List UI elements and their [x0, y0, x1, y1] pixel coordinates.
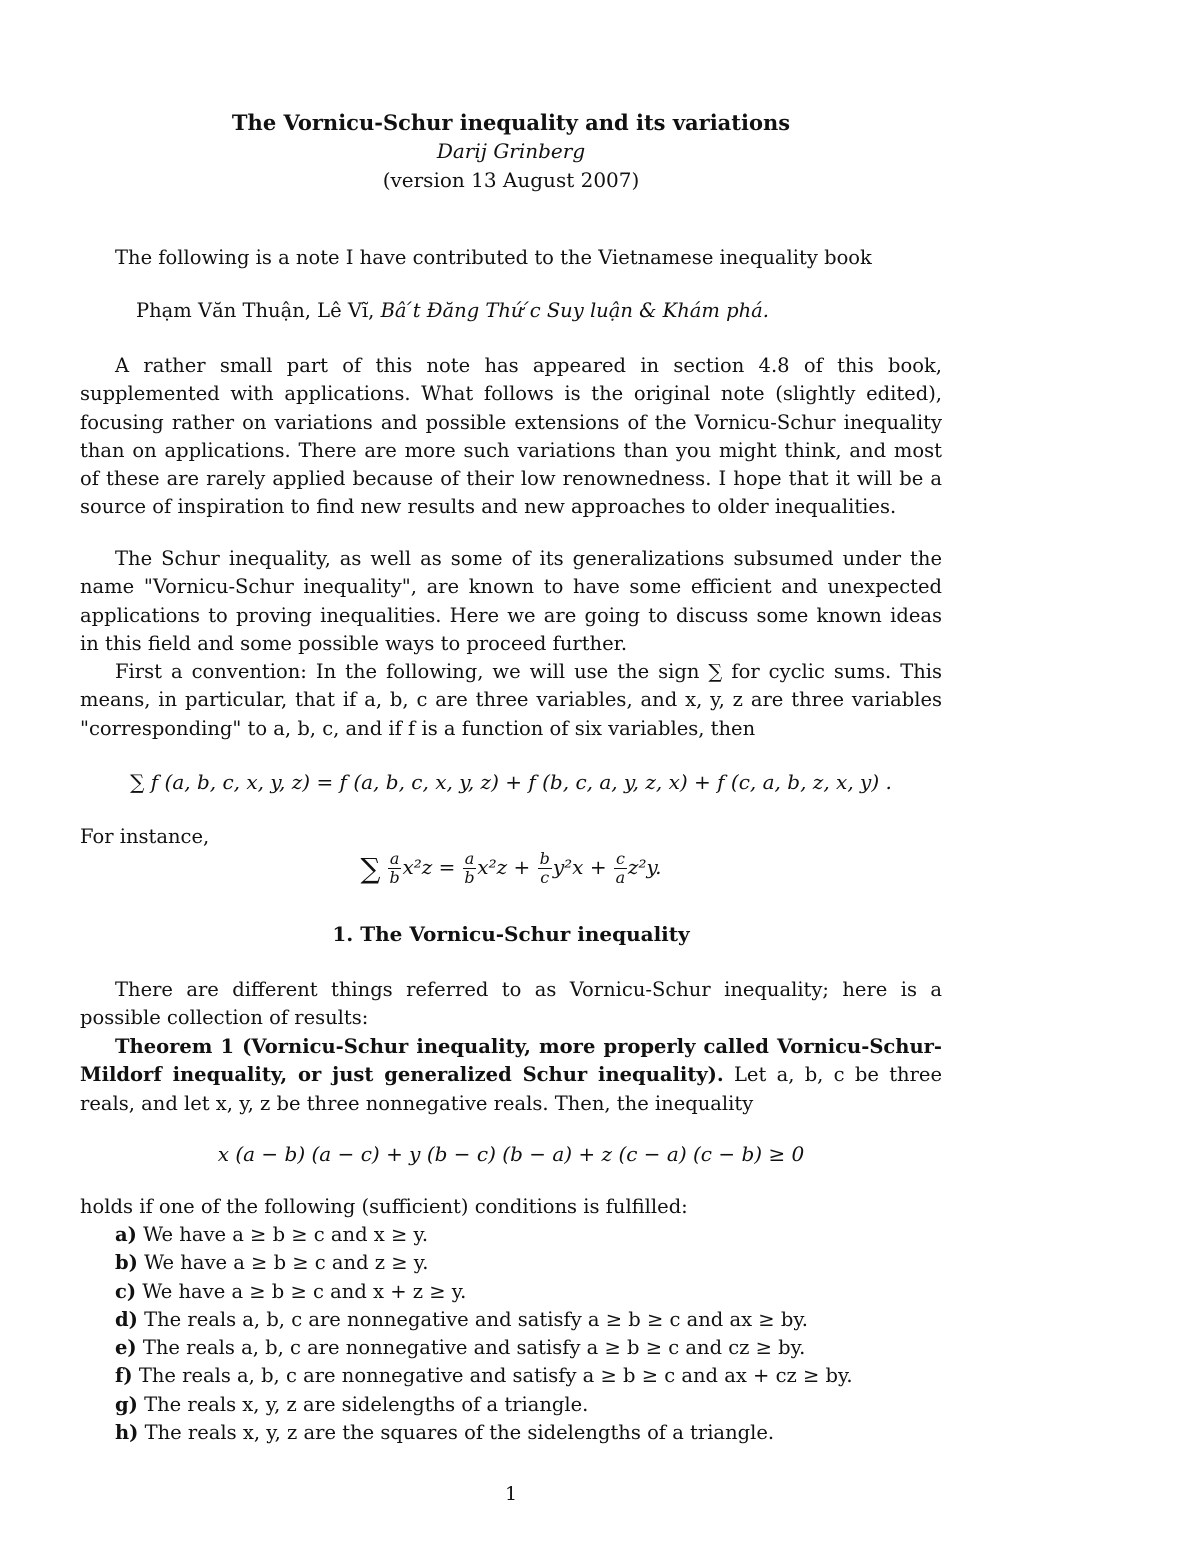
condition-item	[115, 1306, 942, 1334]
condition-text: The reals a, b, c are nonnegative and satisfy a ≥ b ≥ c and cz ≥ by.	[136, 1336, 806, 1360]
fraction-denominator: c	[540, 868, 550, 887]
page-number: 1	[504, 1483, 518, 1505]
condition-label: h)	[115, 1421, 139, 1445]
theorem-statement: Let a, b, c be three reals, and let x, y, z be three nonnegative reals. Then, the inequality	[80, 1063, 942, 1115]
section-heading: 1. The Vornicu-Schur inequality	[332, 922, 690, 946]
fraction-numerator: c	[615, 849, 625, 868]
fraction-numerator: a	[464, 849, 475, 868]
condition-item	[115, 1221, 942, 1249]
fraction-c-over-a	[614, 850, 627, 887]
equation-term: z²y.	[627, 855, 662, 879]
equation-example	[80, 850, 942, 887]
fraction-denominator: b	[464, 868, 475, 887]
equation-term: y²x +	[552, 855, 607, 879]
condition-item	[115, 1334, 942, 1362]
fraction-denominator: a	[615, 868, 626, 887]
paragraph-convention: First a convention: In the following, we will use the sign ∑ for cyclic sums. This means, in particular, that if a, b, c are three variables, and x, y, z are three variables "corresponding" to a, b, c, and if f is a function of six variables, then	[80, 660, 942, 740]
book-reference	[136, 297, 942, 325]
sum-symbol: ∑	[360, 852, 381, 885]
fraction-a-over-b	[463, 850, 477, 887]
condition-label: g)	[115, 1392, 138, 1416]
paragraph-different-things: There are different things referred to as Vornicu-Schur inequality; here is a possible collection of results:	[80, 978, 942, 1030]
condition-label: e)	[115, 1336, 137, 1360]
condition-item	[115, 1278, 942, 1306]
condition-text: We have a ≥ b ≥ c and x ≥ y.	[136, 1223, 429, 1246]
book-title: Bâ ́t Đăng Thứ ́c Suy luận & Khám phá.	[380, 299, 769, 322]
fraction-numerator: b	[539, 849, 550, 868]
condition-text: The reals a, b, c are nonnegative and satisfy a ≥ b ≥ c and ax + cz ≥ by.	[132, 1364, 853, 1388]
equation-term: x²z =	[402, 855, 456, 879]
equation-term: x²z +	[477, 855, 531, 879]
version-date: (version 13 August 2007)	[382, 168, 640, 192]
theorem-1	[80, 1033, 942, 1118]
condition-text: The reals a, b, c are nonnegative and satisfy a ≥ b ≥ c and ax ≥ by.	[137, 1307, 808, 1331]
equation-schur: x (a − b) (a − c) + y (b − c) (b − a) + z (c − a) (c − b) ≥ 0	[217, 1142, 805, 1166]
theorem-title: Theorem 1 (Vornicu-Schur inequality, more properly called Vornicu-Schur-Mildorf inequality, or just generalized Schur inequality).	[80, 1035, 942, 1087]
condition-text: We have a ≥ b ≥ c and z ≥ y.	[137, 1251, 429, 1275]
condition-label: f)	[115, 1364, 133, 1388]
conditions-intro: holds if one of the following (sufficient) conditions is fulfilled:	[80, 1195, 688, 1218]
condition-label: c)	[115, 1279, 137, 1303]
document-page	[80, 0, 942, 1553]
paragraph-note-origin: A rather small part of this note has appeared in section 4.8 of this book, supplemented with applications. What follows is the original note (slightly edited), focusing rather on variations and possible extensions of the Vornicu-Schur inequality than on applications. There are more such variations than you might think, and most of these are rarely applied because of their low renownedness. I hope that it will be a source of inspiration to find new results and new approaches to older inequalities.	[80, 354, 942, 519]
conditions-list	[80, 1221, 942, 1447]
paper-title: The Vornicu-Schur inequality and its variations	[231, 110, 791, 135]
condition-label: d)	[115, 1307, 138, 1331]
condition-label: b)	[115, 1251, 138, 1275]
condition-label: a)	[115, 1223, 137, 1246]
fraction-b-over-c	[538, 850, 552, 887]
condition-item	[115, 1249, 942, 1277]
author-name: Darij Grinberg	[436, 139, 586, 163]
condition-item	[115, 1419, 942, 1447]
for-instance-label: For instance,	[80, 825, 210, 848]
intro-line: The following is a note I have contributed to the Vietnamese inequality book	[115, 246, 872, 269]
book-authors: Phạm Văn Thuận, Lê Vĩ,	[136, 299, 381, 322]
fraction-denominator: b	[389, 868, 400, 887]
fraction-numerator: a	[389, 849, 400, 868]
condition-item	[115, 1391, 942, 1419]
condition-item	[115, 1362, 942, 1390]
condition-text: The reals x, y, z are the squares of the sidelengths of a triangle.	[138, 1421, 775, 1445]
equation-cyclic-sum: ∑ f (a, b, c, x, y, z) = f (a, b, c, x, y, z) + f (b, c, a, y, z, x) + f (c, a, b, z, x, y) .	[130, 770, 892, 794]
fraction-a-over-b	[388, 850, 402, 887]
condition-text: The reals x, y, z are sidelengths of a triangle.	[137, 1392, 589, 1416]
condition-text: We have a ≥ b ≥ c and x + z ≥ y.	[136, 1279, 467, 1303]
paragraph-schur-intro: The Schur inequality, as well as some of its generalizations subsumed under the name "Vornicu-Schur inequality", are known to have some efficient and unexpected applications to proving inequalities. Here we are going to discuss some known ideas in this field and some possible ways to proceed further.	[80, 547, 942, 655]
